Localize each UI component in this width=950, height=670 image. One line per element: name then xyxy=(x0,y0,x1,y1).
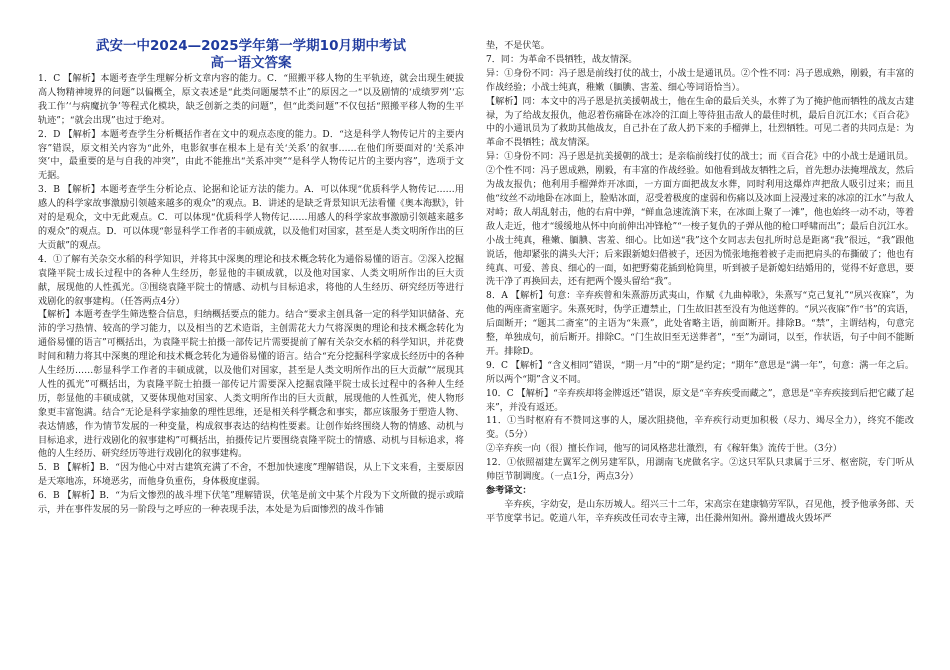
answer-paragraph: 异：①身份不同：冯子恩是抗美援朝的战士；是亲临前线打仗的战士；而《百合花》中的小战士是通讯员。 xyxy=(486,152,914,163)
answer-paragraph: 11．①当时枢府有不赞同这事的人，屡次阻挠他，辛弃疾行动更加积极（尽力、竭尽全力），终究不能改变。（5分） xyxy=(486,416,914,441)
translation-heading: 参考译文： xyxy=(486,486,532,496)
answer-paragraph: 9．C 【解析】“含义相同”错误，“期一月”中的“期”是约定；“期年”意思是“满一年”，句意：满一年之后。所以两个“期”含义不同。 xyxy=(486,360,914,385)
left-column xyxy=(38,38,464,518)
answer-paragraph: 8．A 【解析】句意：辛弃疾曾和朱熹游历武夷山，作赋《九曲棹歌》，朱熹写“克己复礼”“夙兴夜寐”，为他的两座斋室题字。朱熹死时，伪学正遭禁止，门生故旧甚至没有为他送葬的。“夙兴夜寐”作“书”的宾语，后面断开；“题其二斋室”的主语为“朱熹”，此处省略主语，前面断开。排除B。“禁”，主谓结构，句意完整，单独成句，前后断开。排除C。“门生故旧至无送葬者”，“至”为副词，以至，作状语，句子中间不能断开。排除D。 xyxy=(486,291,914,357)
page-subtitle: 高一语文答案 xyxy=(210,55,292,71)
page-title: 武安一中2024—2025学年第一学期10月期中考试 xyxy=(96,38,406,54)
answer-paragraph: 小战士纯真，稚嫩、腼腆、害羞、细心。比如送“我”这个女同志去包扎所时总是距离“我”很远，“我”跟他说话，他却紧张的满头大汗；后来跟新媳妇借被子，还因为慌张地拖着被子走而把肩头的布撕破了；他也有纯真、可爱、善良、细心的一面，如把野菊花插到枪筒里，听到被子是新媳妇结婚用的，觉得不好意思，要洗干净了再换回去，还有把两个馒头留给“我”。 xyxy=(486,235,914,288)
answer-paragraph: 5．B 【解析】B．“因为他心中对古建筑充满了不舍，不想加快速度”理解错误，从上下文来看，主要原因是天寒地冻，环境恶劣，而他身负重伤，身体极度虚弱。 xyxy=(38,463,464,488)
answer-paragraph: 10．C 【解析】“辛弃疾却将金牌返还”错误，原文是“辛弃疾受而藏之”，意思是“辛弃疾接到后把它藏了起来”，并没有返还。 xyxy=(486,388,914,413)
answer-paragraph: ②个性不同：冯子恩成熟，刚毅，有丰富的作战经验。如他看到战友牺牲之后，首先想办法掩埋战友，然后为战友报仇；他利用手榴弹炸开冰面，一方面方面把战友水葬，同时利用这爆炸声把敌人吸引过来；而且他“纹丝不动地卧在冰面上，脸贴冰面，忍受着极度的虚弱和伤痛以及冰面上浸漫过来的冰凉的江水”与敌人对峙；敌人胡乱射击，他的右肩中弹，“鲜血急速流淌下来，在冰面上聚了一滩”，他也始终一动不动，等着敌人走近，他才“缓缓地从怀中向前伸出冲锋枪”“一梭子复仇的子弹从他的枪口呼啸而出”；最后自沉江水。 xyxy=(486,166,914,232)
answer-paragraph: 1．C 【解析】本题考查学生理解分析文章内容的能力。C．“照搬平移人物的生平轨迹，就会出现生硬拔高人物精神境界的问题”以偏概全，原文表述是“此类问题屡禁不止”的原因之一“以及剧情的‘成绩罗列’‘忘我工作’‘与病魔抗争’等程式化模块，缺乏创新之类的问题”，但“此类问题”不仅包括“照搬平移人物的生平轨迹”；“就会出现”也过于绝对。 xyxy=(38,74,464,126)
answer-paragraph: 2．D 【解析】本题考查学生分析概括作者在文中的观点态度的能力。D．“这是科学人物传记片的主要内容”错误，原文相关内容为“此外，电影叙事在根本上是有关‘关系’的叙事……在他们所要面对的‘关系冲突’中，最重要的是与自我的冲突”，由此不能推出“关系冲突”“是科学人物传记片的主要内容”，选项于文无据。 xyxy=(38,129,464,182)
answer-paragraph: 6．B 【解析】B．“为后文惨烈的战斗埋下伏笔”理解错误，伏笔是前文中某个片段为下文所做的提示或暗示，并在事件发展的另一阶段与之呼应的一种表现手法，本处是为后面惨烈的战斗作铺 xyxy=(38,491,464,516)
answer-paragraph: 4．①了解有关杂交水稻的科学知识，并将其中深奥的理论和技术概念转化为通俗易懂的语言。②深入挖掘袁隆平院士成长过程中的各种人生经历，彰显他的丰硕成就，以及他对国家、人类文明所作出的巨大贡献，展现他的人性孤光。③围绕袁隆平院士的情感、动机与目标追求，将他的人生经历、研究经历等进行戏剧化的叙事建构。（任答两点4分） xyxy=(38,254,464,307)
answer-paragraph: 垫，不是伏笔。 xyxy=(486,41,550,51)
answer-paragraph: 12．①依照福建左翼军之例另建军队，用湖南飞虎做名字。②这只军队只隶属于三牙、枢密院，专门听从帅臣节制调度。（一点1分，两点3分） xyxy=(486,458,914,483)
translation-paragraph: 辛弃疾，字幼安，是山东历城人。绍兴三十二年，宋高宗在建康犒劳军队，召见他，授予他承务郎、天平节度掌书记。乾道八年，辛弃疾改任司农寺主簿，出任滁州知州。滁州遭战火毁坏严 xyxy=(486,499,914,524)
answer-paragraph: 3．B 【解析】本题考查学生分析论点、论据和论证方法的能力。A．可以体现“优质科学人物传记……用感人的科学家故事激励引领越来越多的观众”的观点。B．讲述的是缺乏背景知识无法看懂《奥本海默》，针对的是观众，文中无此观点。C．可以体现“优质科学人物传记……用感人的科学家故事激励引领越来越多的观众”的观点。D．可以体现“彰显科学工作者的丰硕成就，以及他们对国家，甚至是人类文明所作出的巨大贡献”的观点。 xyxy=(38,185,464,251)
answer-paragraph: 【解析】本题考查学生筛选整合信息，归纳概括要点的能力。结合“要求主创具备一定的科学知识储备、充沛的学习热情、较高的学习能力，以及相当的艺术造诣，主创需花大力气将深奥的理论和技术概念转化为通俗易懂的语言”可概括出，为袁隆平院士拍摄一部传记片需要提前了解有关杂交水稻的科学知识，并花费时间和精力将其中深奥的理论和技术概念转化为通俗易懂的语言。结合“充分挖掘科学家成长经历中的各种人生经历……彰显科学工作者的丰硕成就，以及他们对国家，甚至是人类文明所作出的巨大贡献”“展现其人性的孤光”可概括出，为袁隆平院士拍摄一部传记片需要深入挖掘袁隆平院士成长过程中的各种人生经历，彰显他的丰硕成就，又要体现他对国家、人类文明所作出的巨大贡献，展现他的人性孤光，使人物形象更丰富饱满。结合“无论是科学家抽象的理性思维，还是相关科学概念和事实，都应该服务于塑造人物、表达情感，作为情节发展的一种变量，构成叙事表达的结构性要素。让创作始终围绕人物的情感、动机与目标追求，进行戏剧化的叙事建构”可概括出，拍摄传记片要围绕袁隆平院士的情感、动机与目标追求，将他的人生经历、研究经历等进行戏剧化的叙事建构。 xyxy=(38,310,464,460)
answer-paragraph: 7．同：为革命不畏牺牲，战友情深。 xyxy=(486,54,638,65)
right-column xyxy=(486,40,914,527)
answer-paragraph: 异：①身份不同：冯子恩是前线打仗的战士，小战士是通讯员。②个性不同：冯子恩成熟，刚毅，有丰富的作战经验；小战士纯真，稚嫩（腼腆、害羞、细心等词语恰当）。 xyxy=(486,68,914,93)
answer-paragraph: ②辛弃疾一向（很）擅长作词，他写的词风格悲壮激烈，有《稼轩集》流传于世。（3分） xyxy=(486,444,842,455)
answer-paragraph: 【解析】同：本文中的冯子恩是抗美援朝战士，他在生命的最后关头，水葬了为了掩护他而牺牲的战友古建禄，为了给战友报仇，他忍着伤痛卧在冰冷的江面上等待狙击敌人的最佳时机，最后自沉江水；《百合花》中的小通讯员为了救助其他战友，自己扑在了敌人扔下来的手榴弹上，壮烈牺牲。可见二者的共同点是：为革命不畏牺牲；战友情深。 xyxy=(486,96,914,149)
